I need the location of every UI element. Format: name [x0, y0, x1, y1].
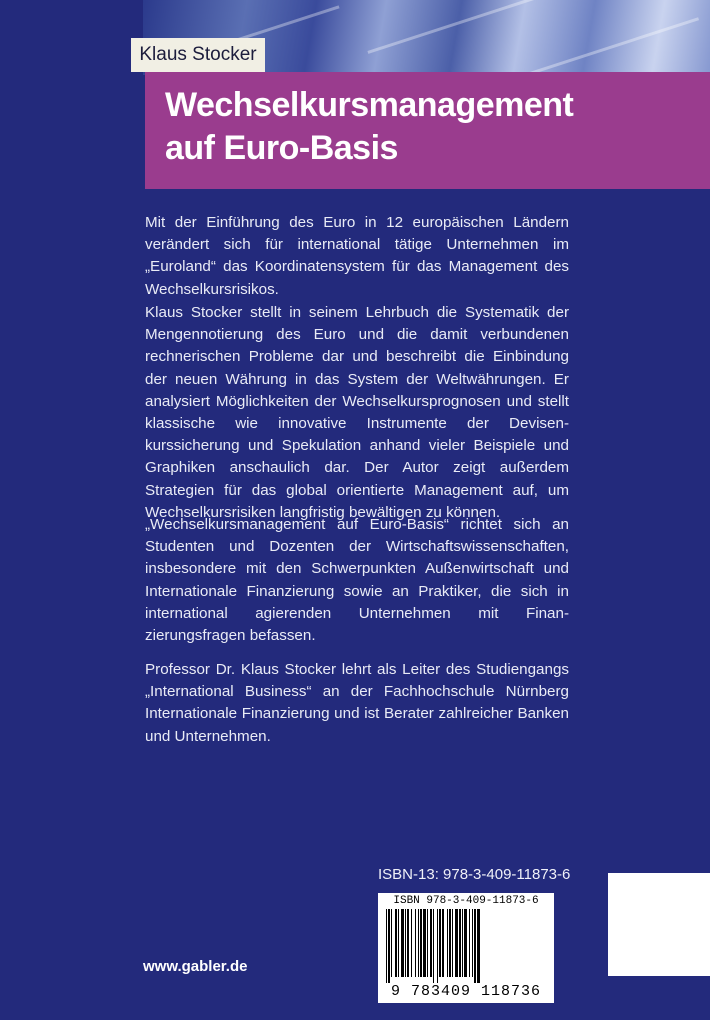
barcode-digits: 9 783409 118736	[390, 983, 542, 1000]
blurb-paragraph-intro: Mit der Einführung des Euro in 12 europäischen Ländern verändert sich für international tätige Unternehmen im „Euroland“ das Koordinatensystem für das Management des Wechselkursrisikos.	[145, 214, 569, 298]
barcode	[378, 893, 554, 1003]
title-line-2: auf Euro-Basis	[165, 129, 398, 167]
book-title	[145, 72, 710, 189]
author-bio: Professor Dr. Klaus Stocker lehrt als Leiter des Studiengangs „International Business“ an der Fachhochschule Nürnberg Internationale Finanzierung und ist Berater zahlreicher Banken und Unternehmen.	[145, 661, 569, 745]
isbn-13-label: ISBN-13: 978-3-409-11873-6	[378, 866, 571, 883]
author-name: Klaus Stocker	[131, 38, 265, 72]
blurb-paragraph-audience: „Wechselkursmanagement auf Euro-Basis“ richtet sich an Studenten und Dozenten der Wirtschaftswissenschaften, insbesondere mit den Schwerpunkten Außenwirtschaft und Internationale Finanzierung sowie an Praktiker, die sich in international agierenden Unternehmen mit Finanzierungsfragen befassen.	[145, 516, 569, 645]
barcode-isbn-text: ISBN 978-3-409-11873-6	[393, 895, 539, 907]
title-line-1: Wechselkursmanagement	[165, 86, 574, 124]
publisher-website: www.gabler.de	[143, 958, 248, 975]
price-label-area	[608, 873, 710, 976]
blurb-paragraph-content: Klaus Stocker stellt in seinem Lehrbuch die Systematik der Mengennotierung des Euro und die damit verbundenen rechnerischen Probleme dar und beschreibt die Einbindung der neuen Währung in das System der Weltwährungen. Er analysiert Möglichkeiten der Wechselkursprognosen und stellt klassische wie innovative Instrumente der Devisenkurssicherung und Spekulation anhand vieler Beispiele und Graphiken anschaulich dar. Der Autor zeigt außerdem Strategien für das global orientierte Management auf, um Wechselkursrisiken langfristig bewältigen zu können.	[145, 304, 569, 521]
barcode-bars	[384, 909, 548, 983]
